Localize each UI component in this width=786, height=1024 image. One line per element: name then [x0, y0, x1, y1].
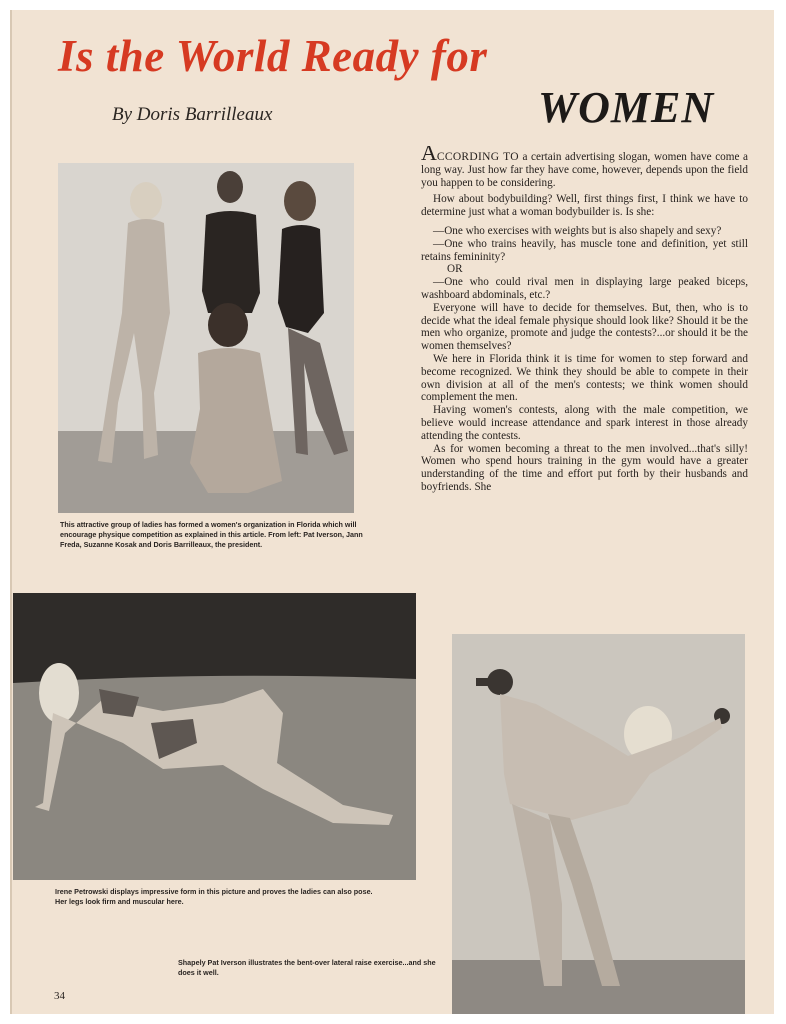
article-paragraph: —One who trains heavily, has muscle tone and definition, yet still retains femininity? [421, 237, 748, 263]
drop-cap: A [421, 146, 437, 165]
article-paragraph: —One who could rival men in displaying large peaked biceps, washboard abdominals, etc.? [421, 276, 748, 301]
lateral-raise-caption: Shapely Pat Iverson illustrates the bent-over lateral raise exercise...and she does it well. [178, 958, 436, 977]
posing-photo-caption: Irene Petrowski displays impressive form in this picture and proves the ladies can also pose. Her legs look firm and muscular here. [55, 887, 373, 906]
article-title: Is the World Ready for [58, 31, 488, 81]
article-body [421, 146, 748, 582]
article-paragraph: We here in Florida think it is time for women to step forward and become recognized. We think they should be able to compete in their own division at all of the men's contests; we think women should complement the men. [421, 352, 748, 404]
page-number: 34 [54, 990, 65, 1002]
article-paragraph: As for women becoming a threat to the men involved...that's silly! Women who spend hours training in the gym would have a greater understanding of the time and effort put forth by their husbands and boyfriends. She [421, 442, 748, 493]
article-or: OR [447, 263, 463, 276]
lateral-raise-photo [452, 634, 745, 1014]
byline: By Doris Barrilleaux [112, 104, 273, 125]
article-paragraph: How about bodybuilding? Well, first things first, I think we have to determine just what a woman bodybuilder is. Is she: [421, 193, 748, 219]
lead-in: CCORDING TO [436, 151, 519, 163]
article-title-emphasis: WOMEN [538, 83, 715, 132]
article-paragraph [421, 146, 748, 189]
posing-photo [13, 593, 416, 880]
article-paragraph: —One who exercises with weights but is also shapely and sexy? [433, 224, 722, 237]
group-photo-caption: This attractive group of ladies has formed a women's organization in Florida which will encourage physique competition as explained in this article. From left: Pat Iverson, Jann Freda, Suzanne Kosak and Doris Barrilleaux, the president. [60, 520, 363, 549]
paragraph-text: a certain advertising slogan, women have come a long way. Just how far they have come, however, depends upon the field you happen to be considering. [421, 151, 748, 189]
article-paragraph: Having women's contests, along with the male competition, we believe would increase attendance and spark interest in those already attending the contests. [421, 404, 748, 442]
article-paragraph: Everyone will have to decide for themselves. But, then, who is to decide what the ideal female physique should look like? Should it be the men who organize, promote and judge the contests?...or should it be the women themselves? [421, 301, 748, 353]
group-photo [58, 163, 354, 513]
